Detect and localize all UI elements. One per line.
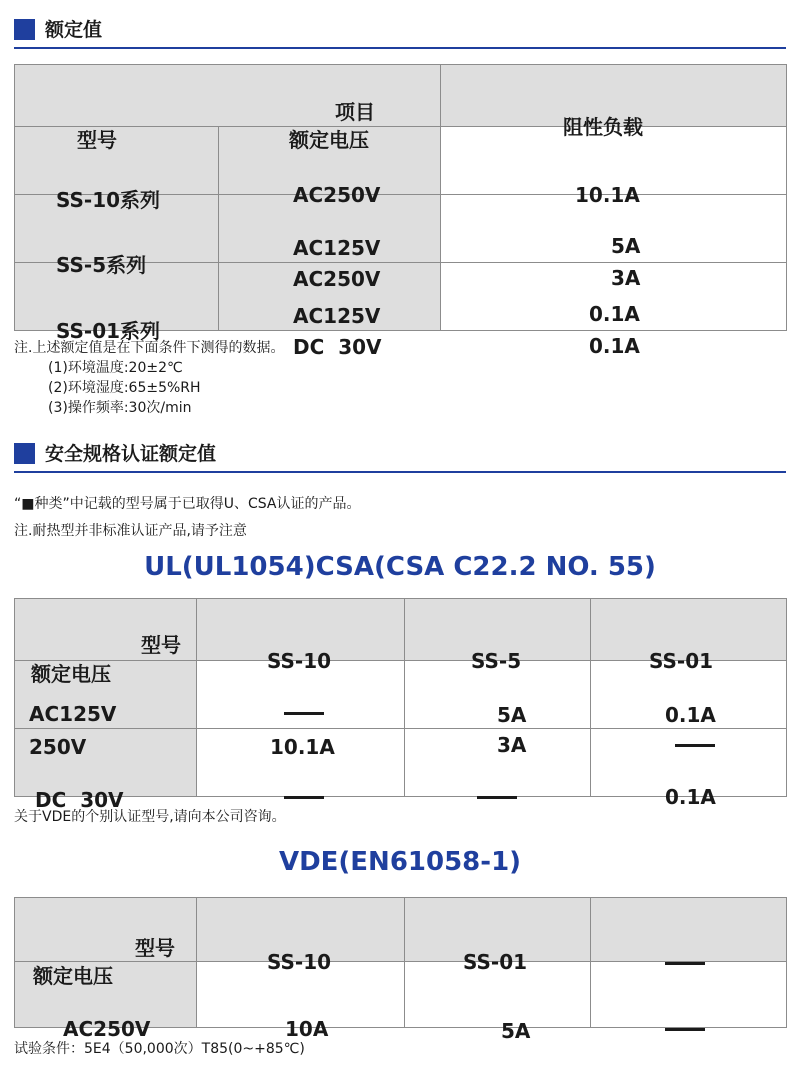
- table-row: [15, 127, 787, 195]
- load-cell: 10.1A: [575, 182, 640, 207]
- voltage-cell: 250V: [29, 734, 87, 759]
- header-item: 项目: [335, 99, 375, 124]
- ul-standard-title: UL(UL1054)CSA(CSA C22.2 NO. 55): [144, 552, 656, 582]
- table-header-model-voltage: [15, 65, 441, 152]
- value-cell: 3A: [497, 732, 527, 757]
- header-model: 型号: [141, 632, 181, 657]
- not-applicable-dash: [477, 796, 517, 799]
- table-header-load: [441, 65, 787, 139]
- voltage-cell: DC 30V: [35, 787, 124, 812]
- column-header: SS-5: [471, 648, 522, 673]
- table-row: [15, 962, 787, 1028]
- vde-standard-title: VDE(EN61058-1): [278, 847, 522, 877]
- table-header-model-voltage: [15, 898, 197, 988]
- model-cell: SS-01系列: [56, 318, 161, 343]
- voltage-cell: AC250V: [293, 266, 381, 291]
- voltage-cell: AC125V: [293, 303, 381, 328]
- header-model: 型号: [135, 935, 175, 960]
- load-cell: 3A: [611, 265, 641, 290]
- header-rated-voltage: 额定电压: [31, 661, 111, 686]
- table-row: [15, 729, 787, 797]
- header-model: 型号: [77, 127, 117, 152]
- section-divider: [14, 47, 786, 49]
- column-header: SS-10: [267, 648, 332, 673]
- value-cell: 0.1A: [665, 702, 716, 727]
- voltage-cell: AC250V: [293, 182, 381, 207]
- not-applicable-dash: [675, 744, 715, 747]
- value-cell: 5A: [497, 702, 527, 727]
- header-rated-voltage: 额定电压: [289, 127, 369, 152]
- section-title: 安全规格认证额定值: [45, 443, 217, 465]
- voltage-cell: AC125V: [29, 701, 117, 726]
- intro-note: 注.耐热型并非标准认证产品,请予注意: [14, 523, 247, 539]
- intro-text: “■种类”中记载的型号属于已取得U、CSA认证的产品。: [14, 496, 361, 512]
- not-applicable-dash: [284, 796, 324, 799]
- voltage-cell: AC250V: [63, 1016, 151, 1041]
- header-resistive-load: 阻性负载: [563, 114, 643, 139]
- column-header: SS-01: [649, 648, 714, 673]
- section-divider: [14, 471, 786, 473]
- section-marker-icon: [14, 443, 35, 464]
- vde-note: 关于VDE的个别认证型号,请向本公司咨询。: [14, 809, 286, 825]
- load-cell: 0.1A: [589, 333, 640, 358]
- header-rated-voltage: 额定电压: [33, 963, 113, 988]
- note-line: (1)环境温度:20±2℃: [48, 360, 183, 376]
- vde-cert-table: [14, 897, 787, 1043]
- voltage-cell: AC125V: [293, 235, 381, 260]
- column-header: SS-10: [267, 949, 332, 974]
- section-marker-icon: [14, 19, 35, 40]
- value-cell: 10.1A: [270, 734, 335, 759]
- test-condition: 试验条件：5E4（50,000次）T85(0~+85℃): [14, 1041, 305, 1057]
- not-applicable-dash: [284, 712, 324, 715]
- column-header: SS-01: [463, 949, 528, 974]
- note-line: (2)环境湿度:65±5%RH: [48, 380, 201, 396]
- note-line: (3)操作频率:30次/min: [48, 400, 192, 416]
- load-cell: 0.1A: [589, 301, 640, 326]
- model-cell: SS-5系列: [56, 252, 147, 277]
- not-applicable-dash: [665, 1028, 705, 1031]
- table-header-model-voltage: [15, 599, 197, 686]
- note-line: 注.上述额定值是在下面条件下测得的数据。: [14, 340, 285, 356]
- load-cell: 5A: [611, 233, 641, 258]
- voltage-cell: DC 30V: [293, 334, 382, 359]
- value-cell: 10A: [285, 1016, 329, 1041]
- ul-cert-table: [14, 598, 787, 812]
- model-cell: SS-10系列: [56, 187, 161, 212]
- not-applicable-dash: [665, 962, 705, 965]
- value-cell: 5A: [501, 1018, 531, 1043]
- section-title: 额定值: [45, 19, 103, 41]
- value-cell: 0.1A: [665, 784, 716, 809]
